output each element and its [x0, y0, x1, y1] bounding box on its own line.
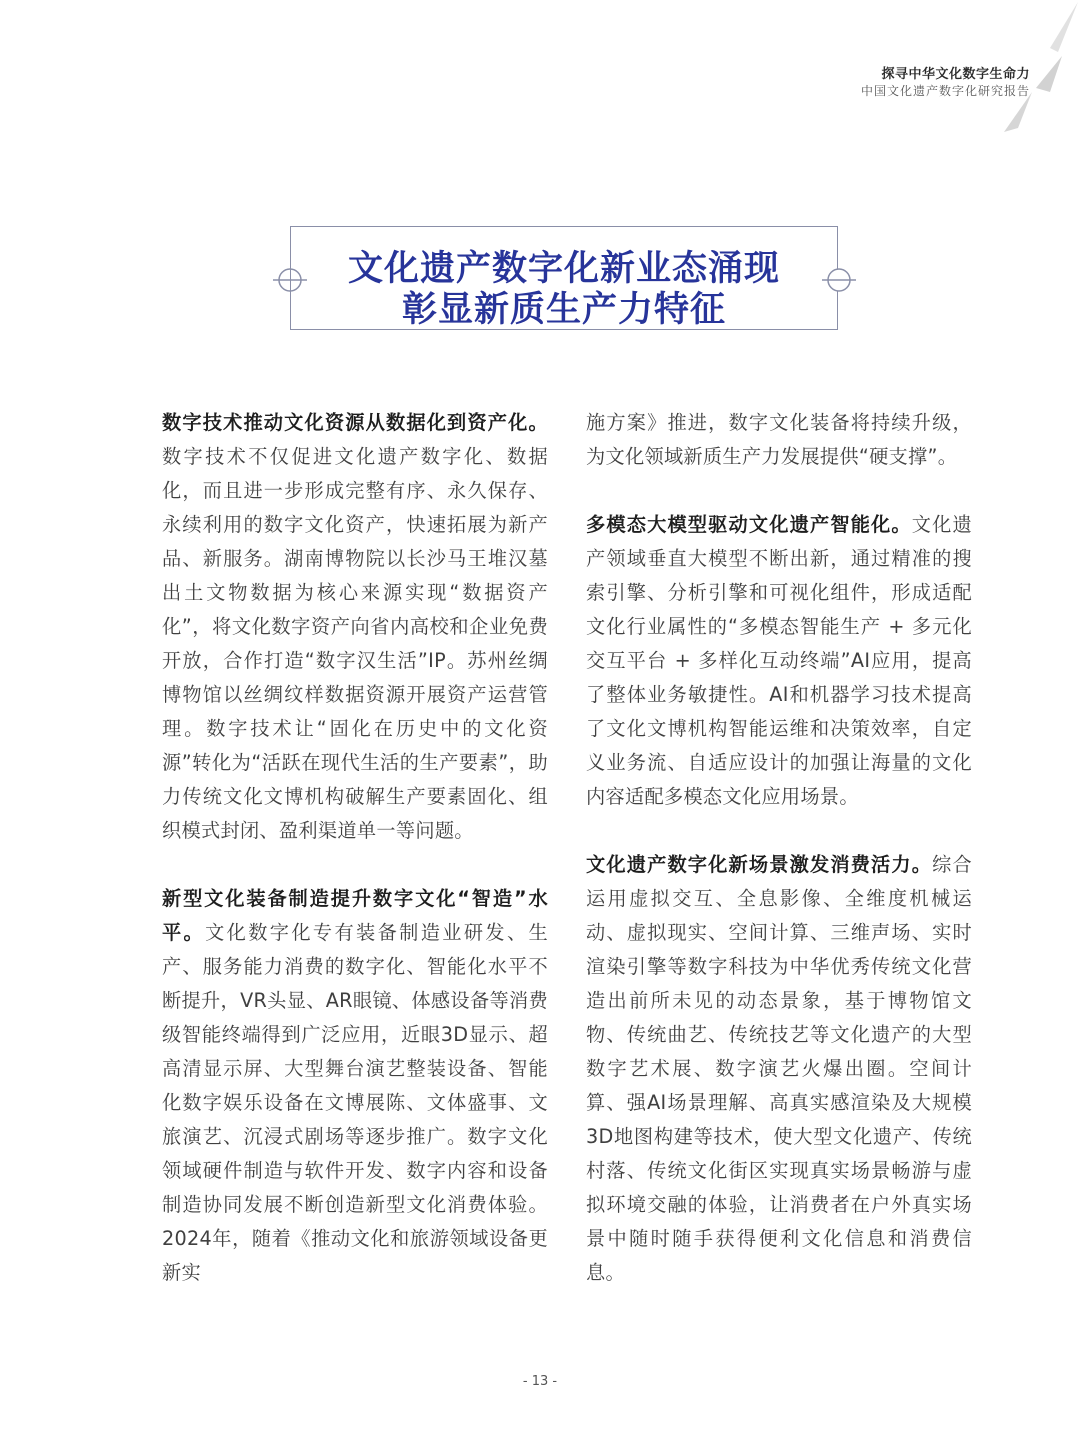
paragraph-heading: 新型文化装备制造提升数字文化“智造”水平。 [162, 887, 548, 944]
page-number: - 13 - [522, 1374, 558, 1389]
paragraph-body: 文化数字化专有装备制造业研发、生产、服务能力消费的数字化、智能化水平不断提升，VR头显、AR眼镜、体感设备等消费级智能终端得到广泛应用，近眼3D显示、超高清显示屏、大型舞台演艺整装设备、智能化数字娱乐设备在文博展陈、文体盛事、文旅演艺、沉浸式剧场等逐步推广。数字文化领域硬件制造与软件开发、数字内容和设备制造协同发展不断创造新型文化消费体验。2024年，随着《推动文化和旅游领域设备更新实 [162, 921, 548, 1284]
paragraph-data-assetization [162, 406, 548, 848]
running-header [861, 66, 1030, 99]
paragraph-heading: 多模态大模型驱动文化遗产智能化。 [586, 513, 912, 536]
crosshair-right-icon [822, 263, 856, 297]
report-subtitle: 中国文化遗产数字化研究报告 [860, 84, 1030, 98]
paragraph-new-scenarios [586, 848, 972, 1290]
paragraph-multimodal-models [586, 508, 972, 814]
paragraph-body: 综合运用虚拟交互、全息影像、全维度机械运动、虚拟现实、空间计算、三维声场、实时渲染引擎等数字科技为中华优秀传统文化营造出前所未见的动态景象，基于博物馆文物、传统曲艺、传统技艺等文化遗产的大型数字艺术展、数字演艺火爆出圈。空间计算、强AI场景理解、高真实感渲染及大规模3D地图构建等技术，使大型文化遗产、传统村落、传统文化街区实现真实场景畅游与虚拟环境交融的体验，让消费者在户外真实场景中随时随手获得便利文化信息和消费信息。 [586, 853, 972, 1284]
section-title-frame [290, 226, 838, 330]
paragraph-heading: 数字技术推动文化资源从数据化到资产化。 [162, 411, 548, 434]
paragraph-continuation [586, 406, 972, 474]
paragraph-body: 数字技术不仅促进文化遗产数字化、数据化，而且进一步形成完整有序、永久保存、永续利用的数字文化资产，快速拓展为新产品、新服务。湖南博物院以长沙马王堆汉墓出土文物数据为核心来源实现“数据资产化”，将文化数字资产向省内高校和企业免费开放，合作打造“数字汉生活”IP。苏州丝绸博物馆以丝绸纹样数据资源开展资产运营管理。数字技术让“固化在历史中的文化资源”转化为“活跃在现代生活的生产要素”，助力传统文化文博机构破解生产要素固化、组织模式封闭、盈利渠道单一等问题。 [162, 445, 548, 842]
paragraph-heading: 文化遗产数字化新场景激发消费活力。 [586, 853, 933, 876]
paragraph-cultural-equipment [162, 882, 548, 1290]
paragraph-body: 施方案》推进，数字文化装备将持续升级，为文化领域新质生产力发展提供“硬支撑”。 [586, 411, 972, 468]
report-title: 探寻中华文化数字生命力 [881, 67, 1030, 82]
section-title-line2: 彰显新质生产力特征 [401, 290, 726, 330]
left-column [162, 406, 548, 1324]
right-column [586, 406, 972, 1324]
section-title-line1: 文化遗产数字化新业态涌现 [347, 249, 780, 289]
paragraph-body: 文化遗产领域垂直大模型不断出新，通过精准的搜索引擎、分析引擎和可视化组件，形成适配文化行业属性的“多模态智能生产 + 多元化交互平台 + 多样化互动终端”AI应用，提高了整体业务敏捷性。AI和机器学习技术提高了文化文博机构智能运维和决策效率，自定义业务流、自适应设计的加强让海量的文化内容适配多模态文化应用场景。 [586, 513, 972, 808]
